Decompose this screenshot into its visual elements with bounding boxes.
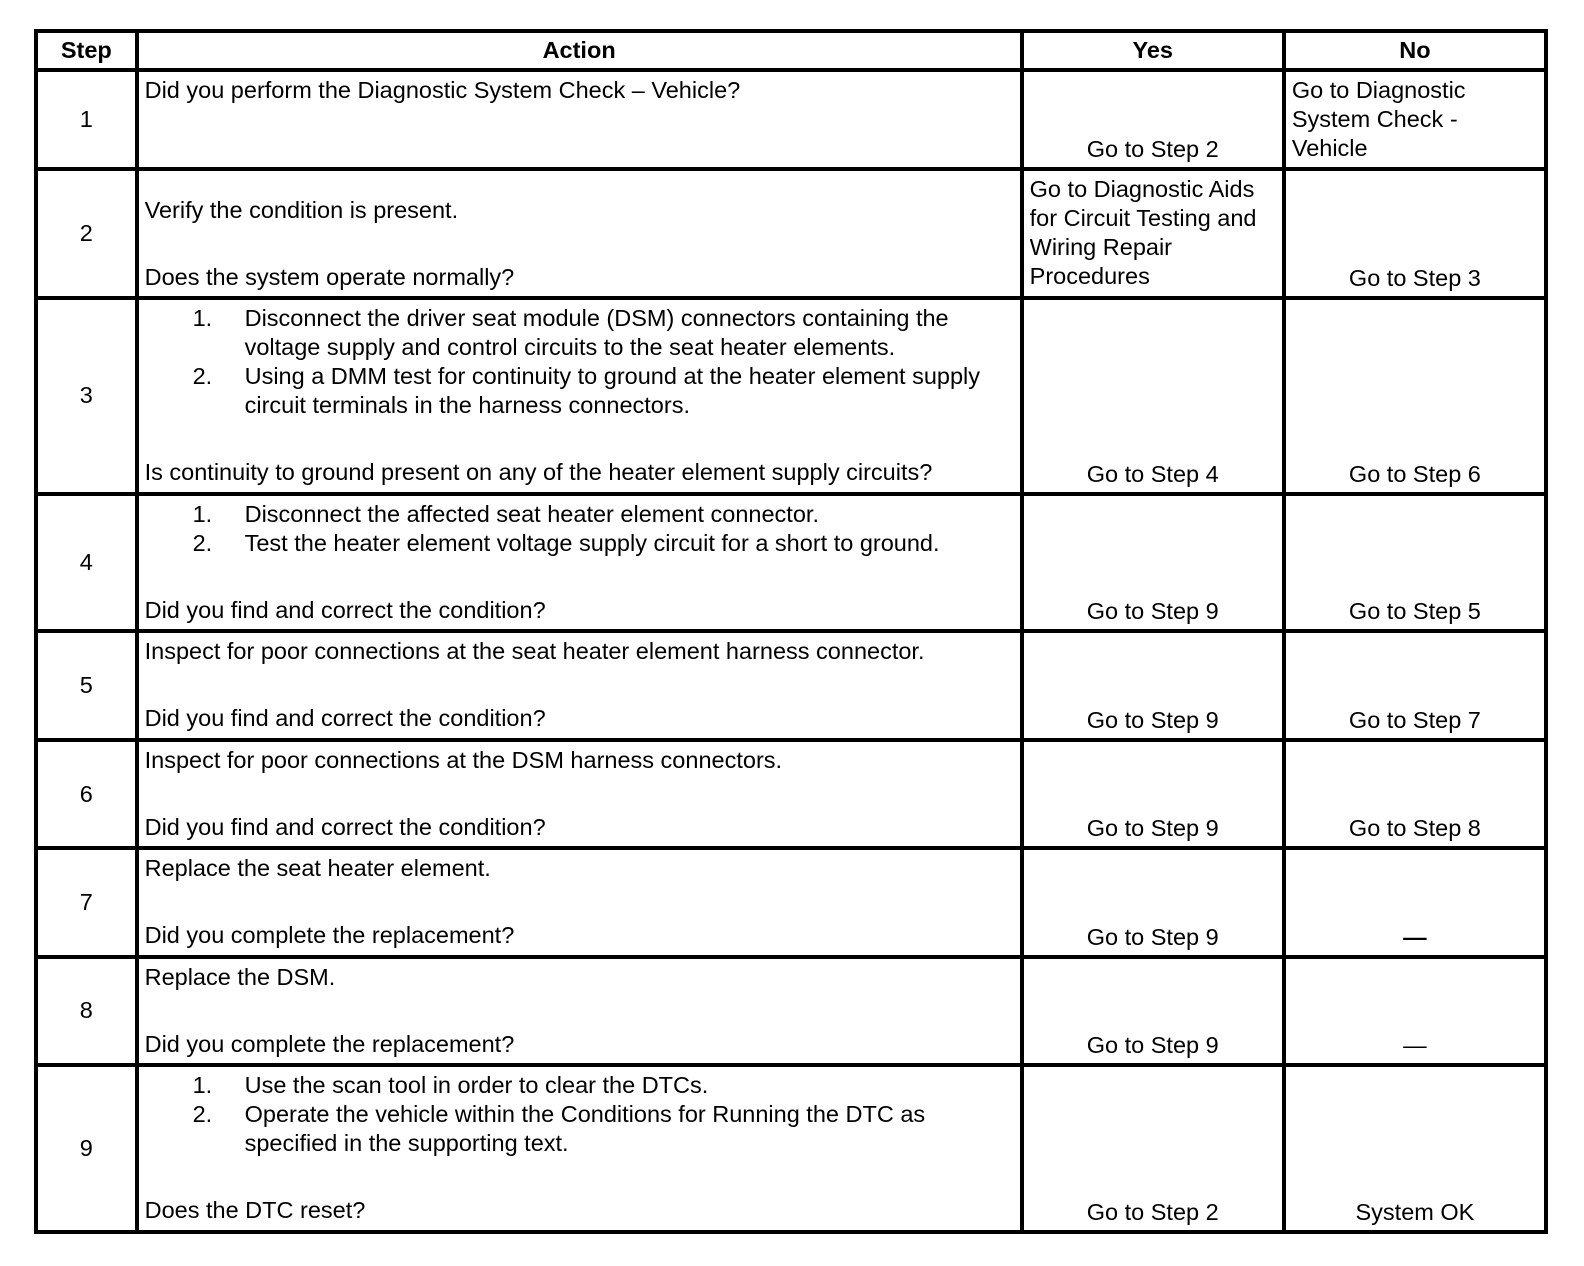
yes-cell: Go to Step 2 [1022, 70, 1284, 169]
action-cell [137, 957, 1022, 1065]
list-text: Use the scan tool in order to clear the DTCs. [244, 1072, 709, 1099]
yes-cell: Go to Step 9 [1022, 631, 1284, 739]
list-item [145, 529, 1014, 558]
action-intro: Replace the DSM. [144, 963, 336, 990]
step-number: 9 [36, 1065, 137, 1232]
action-cell [137, 848, 1022, 956]
no-cell: — [1284, 848, 1546, 956]
list-text: Operate the vehicle within the Conditions for Running the DTC as specified in the supporting text. [244, 1101, 926, 1157]
action-question: Did you find and correct the condition? [144, 596, 546, 623]
step-number: 6 [36, 740, 137, 848]
action-cell [137, 631, 1022, 739]
action-intro: Did you perform the Diagnostic System Check – Vehicle? [144, 77, 741, 103]
action-intro: Inspect for poor connections at the DSM harness connectors. [144, 746, 783, 773]
action-intro: Replace the seat heater element. [144, 855, 491, 882]
action-cell [137, 169, 1022, 298]
action-question: Is continuity to ground present on any of the heater element supply circuits? [144, 458, 933, 485]
no-cell: Go to Step 7 [1284, 631, 1546, 739]
list-item [145, 500, 1014, 529]
list-text: Disconnect the driver seat module (DSM) connectors containing the voltage supply and control circuits to the seat heater elements. [244, 304, 949, 360]
no-cell: Go to Step 8 [1284, 740, 1546, 848]
action-question: Does the system operate normally? [144, 263, 515, 290]
list-item [145, 1100, 1014, 1158]
list-number: 2. [192, 1101, 213, 1128]
header-row [36, 31, 1546, 70]
header-step: Step [36, 31, 137, 70]
action-steps [145, 1071, 1014, 1158]
step-number: 3 [36, 298, 137, 494]
table-row [36, 169, 1546, 298]
no-cell: System OK [1284, 1065, 1546, 1232]
step-number: 2 [36, 169, 137, 298]
header-action: Action [137, 31, 1022, 70]
action-cell [137, 740, 1022, 848]
action-question: Did you find and correct the condition? [144, 813, 546, 840]
diagnostic-table [34, 29, 1548, 1234]
step-number: 5 [36, 631, 137, 739]
step-number: 8 [36, 957, 137, 1065]
list-text: Test the heater element voltage supply circuit for a short to ground. [244, 529, 940, 556]
no-cell: — [1284, 957, 1546, 1065]
yes-cell: Go to Step 4 [1022, 298, 1284, 494]
table-row [36, 848, 1546, 956]
list-item [145, 304, 1014, 362]
no-cell: Go to Step 5 [1284, 494, 1546, 632]
list-number: 1. [192, 304, 213, 331]
action-question: Did you complete the replacement? [144, 1030, 515, 1057]
action-intro: Inspect for poor connections at the seat heater element harness connector. [144, 638, 925, 665]
header-no: No [1284, 31, 1546, 70]
action-cell [137, 298, 1022, 494]
no-cell: Go to Step 6 [1284, 298, 1546, 494]
list-number: 1. [192, 500, 213, 527]
action-question: Did you complete the replacement? [144, 922, 515, 949]
list-item [145, 1071, 1014, 1100]
table-row [36, 740, 1546, 848]
table-row [36, 957, 1546, 1065]
action-cell [137, 70, 1022, 169]
action-steps [145, 304, 1014, 420]
list-text: Using a DMM test for continuity to ground at the heater element supply circuit terminals in the harness connectors. [244, 362, 981, 418]
yes-cell: Go to Step 9 [1022, 494, 1284, 632]
table-row [36, 631, 1546, 739]
list-text: Disconnect the affected seat heater element connector. [244, 500, 819, 527]
yes-cell: Go to Diagnostic Aids for Circuit Testing and Wiring Repair Procedures [1022, 169, 1284, 298]
step-number: 7 [36, 848, 137, 956]
list-item [145, 362, 1014, 420]
no-cell: Go to Diagnostic System Check - Vehicle [1284, 70, 1546, 169]
yes-cell: Go to Step 9 [1022, 740, 1284, 848]
yes-cell: Go to Step 9 [1022, 957, 1284, 1065]
list-number: 2. [192, 529, 213, 556]
action-intro: Verify the condition is present. [144, 196, 459, 223]
action-cell [137, 494, 1022, 632]
action-cell [137, 1065, 1022, 1232]
yes-cell: Go to Step 2 [1022, 1065, 1284, 1232]
table-row [36, 1065, 1546, 1232]
list-number: 2. [192, 362, 213, 389]
action-question: Does the DTC reset? [144, 1197, 366, 1224]
action-steps [145, 500, 1014, 558]
yes-cell: Go to Step 9 [1022, 848, 1284, 956]
step-number: 1 [36, 70, 137, 169]
header-yes: Yes [1022, 31, 1284, 70]
no-cell: Go to Step 3 [1284, 169, 1546, 298]
table-row [36, 298, 1546, 494]
list-number: 1. [192, 1072, 213, 1099]
step-number: 4 [36, 494, 137, 632]
table-row [36, 494, 1546, 632]
table-row [36, 70, 1546, 169]
action-question: Did you find and correct the condition? [144, 705, 546, 732]
